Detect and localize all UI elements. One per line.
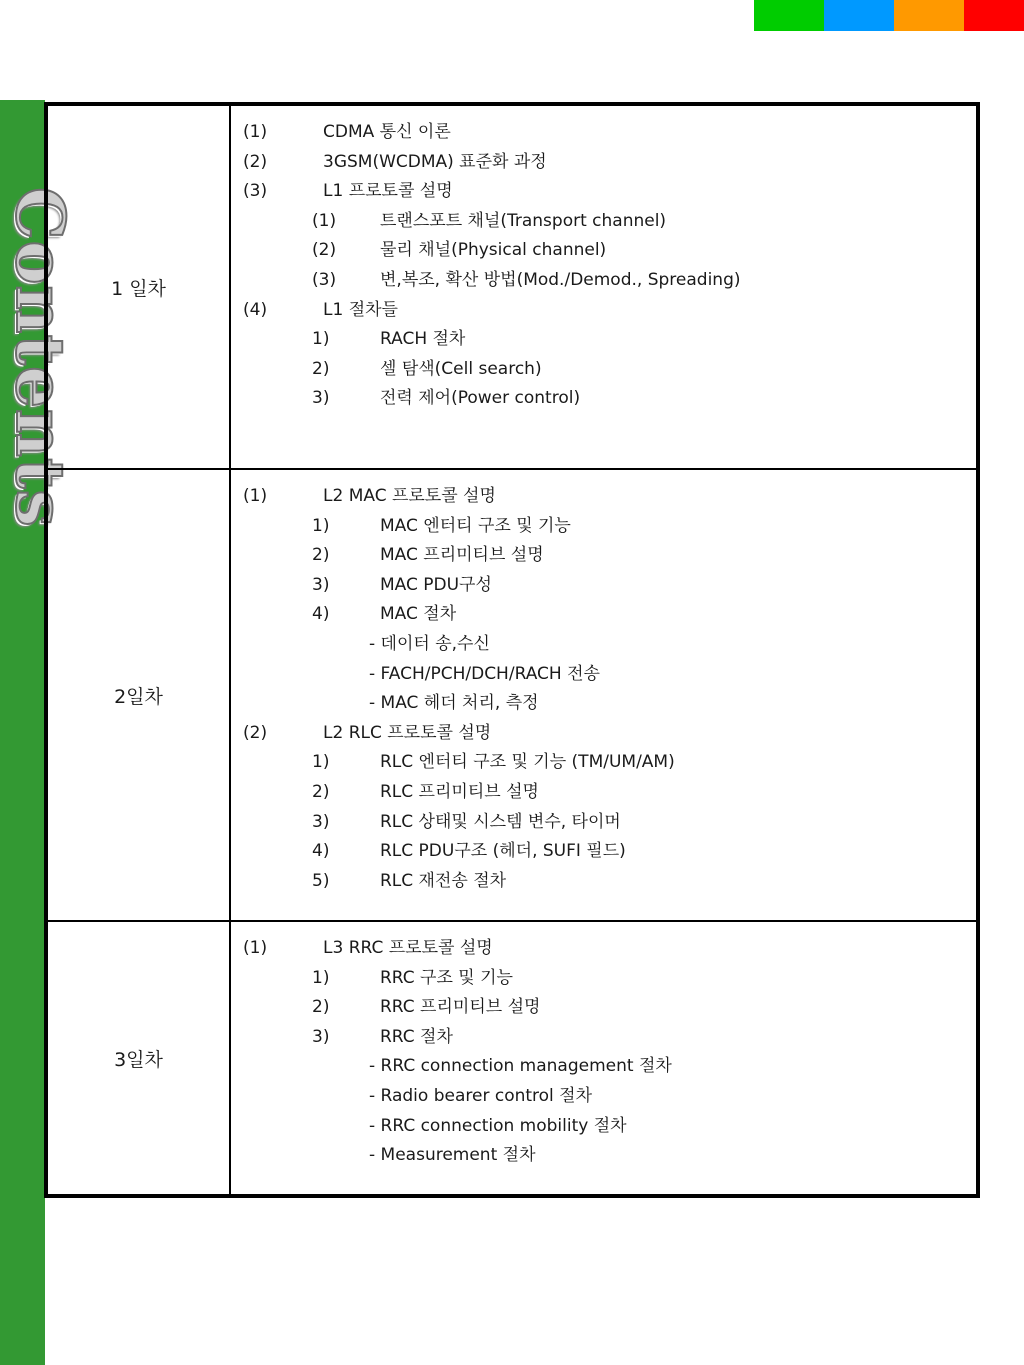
list-item xyxy=(231,964,976,994)
list-item-text: 변,복조, 확산 방법(Mod./Demod., Spreading) xyxy=(380,269,741,290)
list-item xyxy=(231,1052,976,1082)
day-label: 2일차 xyxy=(46,469,230,921)
list-item-number: (1) xyxy=(243,938,268,958)
page-title: Contents xyxy=(1,187,79,528)
list-item-number: 1) xyxy=(312,967,330,988)
list-item-text: 트랜스포트 채널(Transport channel) xyxy=(380,210,667,231)
day-row xyxy=(46,469,978,921)
list-item xyxy=(231,325,976,355)
schedule-table xyxy=(44,102,980,1198)
list-item xyxy=(231,600,976,630)
list-item-number: 1) xyxy=(312,515,330,536)
list-item-text: - Measurement 절차 xyxy=(369,1145,536,1166)
list-item xyxy=(231,630,976,660)
list-item-number: 4) xyxy=(312,604,330,625)
list-item-text: RRC 절차 xyxy=(380,1026,453,1047)
list-item-text: RLC 상태및 시스템 변수, 타이머 xyxy=(380,811,621,832)
list-item-text: MAC PDU구성 xyxy=(380,574,492,595)
list-item-number: (1) xyxy=(312,210,337,231)
list-item-text: L3 RRC 프로토콜 설명 xyxy=(323,938,493,958)
list-item-text: MAC 엔터티 구조 및 기능 xyxy=(380,515,571,536)
list-item-number: (3) xyxy=(243,181,268,202)
list-item xyxy=(231,355,976,385)
list-item xyxy=(231,236,976,266)
list-item-number: (3) xyxy=(312,269,337,290)
list-item xyxy=(231,837,976,867)
list-item-text: CDMA 통신 이론 xyxy=(323,122,451,142)
list-item-number: 5) xyxy=(312,870,330,891)
list-item xyxy=(231,148,976,178)
list-item-number: 3) xyxy=(312,574,330,595)
list-item-text: L2 MAC 프로토콜 설명 xyxy=(323,486,496,506)
list-item-text: L2 RLC 프로토콜 설명 xyxy=(323,722,492,743)
list-item-text: MAC 프리미티브 설명 xyxy=(380,545,544,566)
list-item xyxy=(231,1082,976,1112)
list-item-number: 3) xyxy=(312,388,330,409)
list-item-text: - 데이터 송,수신 xyxy=(369,633,490,654)
color-bar xyxy=(754,0,1024,31)
list-item xyxy=(231,541,976,571)
list-item xyxy=(231,512,976,542)
day-row xyxy=(46,921,978,1196)
list-item-number: (1) xyxy=(243,122,268,142)
list-item xyxy=(231,266,976,296)
day-row xyxy=(46,104,978,469)
day-content xyxy=(230,921,978,1196)
list-item-number: 2) xyxy=(312,781,330,802)
color-swatch-blue xyxy=(824,0,894,31)
list-item xyxy=(231,482,976,512)
list-item-number: (1) xyxy=(243,486,268,506)
list-item xyxy=(231,1112,976,1142)
list-item-text: 전력 제어(Power control) xyxy=(380,388,581,409)
color-swatch-red xyxy=(964,0,1024,31)
color-swatch-orange xyxy=(894,0,964,31)
list-item-number: 2) xyxy=(312,545,330,566)
list-item xyxy=(231,571,976,601)
list-item xyxy=(231,1023,976,1053)
list-item-number: 1) xyxy=(312,329,330,350)
list-item-number: 3) xyxy=(312,1026,330,1047)
list-item xyxy=(231,118,976,148)
list-item-text: RLC PDU구조 (헤더, SUFI 필드) xyxy=(380,841,626,862)
list-item-text: RACH 절차 xyxy=(380,329,466,350)
list-item-text: RLC 재전송 절차 xyxy=(380,870,507,891)
list-item-text: - RRC connection management 절차 xyxy=(369,1056,672,1077)
list-item xyxy=(231,384,976,414)
list-item-text: - FACH/PCH/DCH/RACH 전송 xyxy=(369,663,600,684)
list-item xyxy=(231,808,976,838)
list-item xyxy=(231,660,976,690)
list-item-text: RLC 엔터티 구조 및 기능 (TM/UM/AM) xyxy=(380,752,675,773)
list-item-number: 4) xyxy=(312,841,330,862)
list-item xyxy=(231,748,976,778)
list-item-number: (2) xyxy=(312,240,337,261)
list-item xyxy=(231,778,976,808)
day-label: 1 일차 xyxy=(46,104,230,469)
list-item-text: 셀 탐색(Cell search) xyxy=(380,358,542,379)
list-item-text: L1 절차들 xyxy=(323,299,398,320)
list-item xyxy=(231,177,976,207)
list-item-text: MAC 절차 xyxy=(380,604,457,625)
list-item-text: RRC 프리미티브 설명 xyxy=(380,997,541,1018)
list-item-text: RLC 프리미티브 설명 xyxy=(380,781,539,802)
list-item-number: (2) xyxy=(243,151,268,172)
day-content xyxy=(230,469,978,921)
list-item-number: 2) xyxy=(312,358,330,379)
list-item-number: 1) xyxy=(312,752,330,773)
list-item xyxy=(231,993,976,1023)
list-item-text: - MAC 헤더 처리, 측정 xyxy=(369,693,539,714)
list-item xyxy=(231,719,976,749)
list-item xyxy=(231,934,976,964)
list-item-number: (4) xyxy=(243,299,268,320)
day-label: 3일차 xyxy=(46,921,230,1196)
list-item xyxy=(231,1141,976,1171)
color-swatch-green xyxy=(754,0,824,31)
list-item-text: 물리 채널(Physical channel) xyxy=(380,240,607,261)
list-item-text: L1 프로토콜 설명 xyxy=(323,181,453,202)
list-item-number: (2) xyxy=(243,722,268,743)
list-item-text: - Radio bearer control 절차 xyxy=(369,1085,593,1106)
list-item-number: 3) xyxy=(312,811,330,832)
list-item-text: - RRC connection mobility 절차 xyxy=(369,1115,627,1136)
list-item xyxy=(231,689,976,719)
day-content xyxy=(230,104,978,469)
list-item-text: 3GSM(WCDMA) 표준화 과정 xyxy=(323,151,547,172)
list-item-number: 2) xyxy=(312,997,330,1018)
list-item xyxy=(231,867,976,897)
list-item xyxy=(231,296,976,326)
list-item-text: RRC 구조 및 기능 xyxy=(380,967,513,988)
list-item xyxy=(231,207,976,237)
